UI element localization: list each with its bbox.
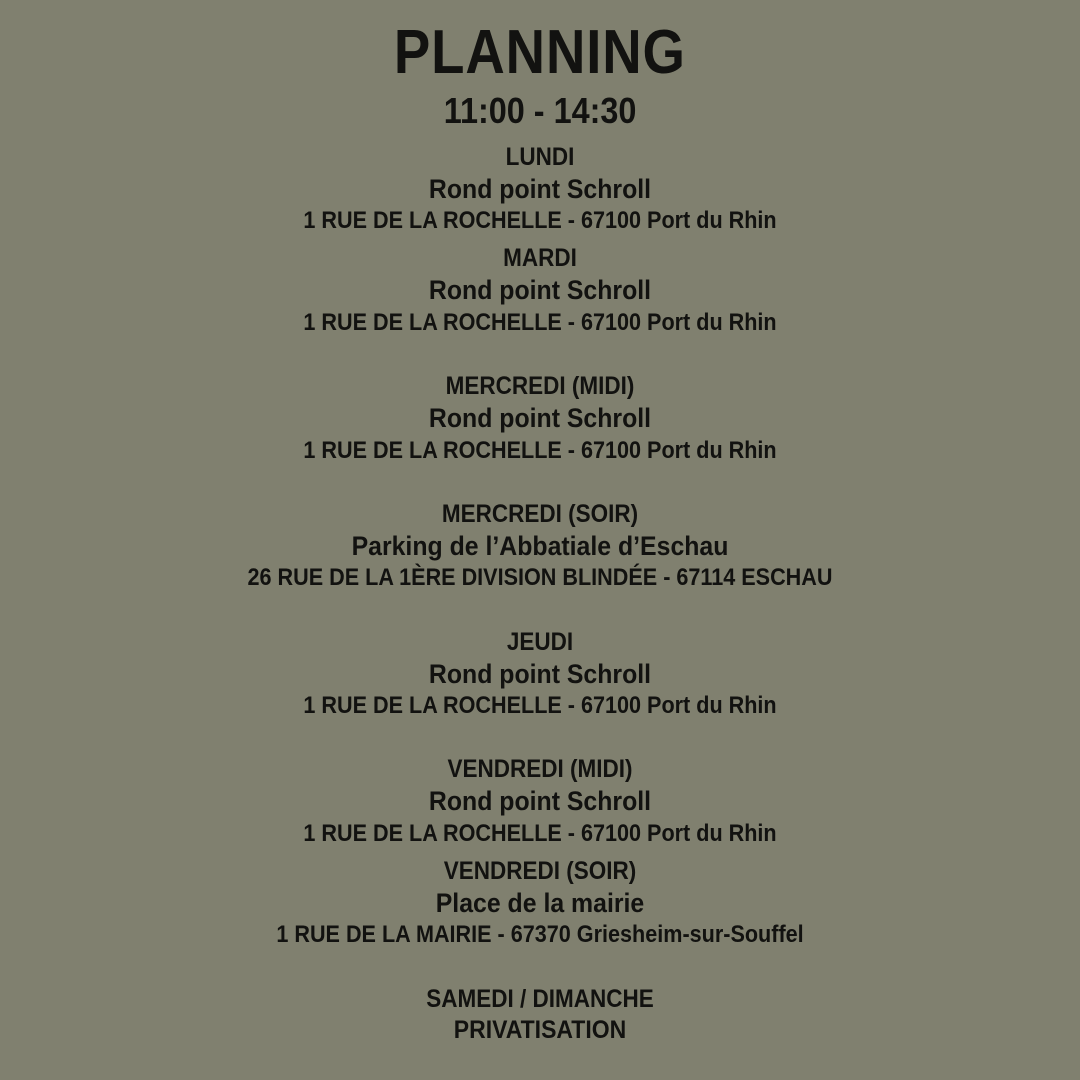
schedule-day	[90, 141, 990, 173]
schedule-day-part: (MIDI)	[570, 755, 633, 784]
schedule-place: Parking de l’Abbatiale d’Eschau	[351, 530, 729, 561]
schedule-entry	[40, 242, 1040, 338]
schedule-address: 1 RUE DE LA ROCHELLE - 67100 Port du Rhin	[303, 207, 777, 235]
schedule-address: 1 RUE DE LA ROCHELLE - 67100 Port du Rhin	[303, 691, 777, 719]
schedule-entry	[40, 498, 1040, 594]
schedule-address: 1 RUE DE LA ROCHELLE - 67100 Port du Rhin	[303, 308, 777, 336]
schedule-address: 1 RUE DE LA ROCHELLE - 67100 Port du Rhin	[303, 436, 777, 464]
schedule-entry	[40, 141, 1040, 237]
schedule-place: Rond point Schroll	[428, 173, 652, 204]
schedule-day	[90, 498, 990, 530]
schedule-day	[90, 855, 990, 887]
schedule-place: PRIVATISATION	[453, 1015, 627, 1044]
schedule-place: Rond point Schroll	[428, 403, 652, 434]
schedule-entry	[40, 370, 1040, 466]
opening-hours: 11:00 - 14:30	[443, 90, 637, 132]
schedule-day-part: (SOIR)	[566, 856, 637, 885]
schedule-day-part: (SOIR)	[568, 499, 639, 528]
schedule-day	[90, 370, 990, 402]
schedule-place: Rond point Schroll	[428, 786, 652, 817]
schedule-day-label: MARDI	[503, 244, 577, 273]
schedule-entry	[40, 626, 1040, 722]
schedule-day	[90, 983, 990, 1015]
schedule-day-label: MERCREDI	[441, 499, 562, 528]
schedule-day-label: MERCREDI	[445, 372, 566, 401]
schedule-address: 26 RUE DE LA 1ÈRE DIVISION BLINDÉE - 67114 ESCHAU	[247, 564, 833, 592]
schedule-day-label: SAMEDI / DIMANCHE	[426, 984, 654, 1013]
schedule-entry	[40, 753, 1040, 849]
schedule-place: Rond point Schroll	[428, 658, 652, 689]
schedule-day	[90, 626, 990, 658]
schedule-day	[90, 753, 990, 785]
schedule-day-label: LUNDI	[505, 142, 575, 171]
schedule-day	[90, 242, 990, 274]
schedule-place: Place de la mairie	[435, 887, 645, 918]
schedule-day-part: (MIDI)	[571, 372, 635, 401]
schedule-day-label: VENDREDI	[447, 755, 564, 784]
schedule-day-label: JEUDI	[506, 627, 574, 656]
schedule-day-label: VENDREDI	[443, 856, 560, 885]
schedule-address: 1 RUE DE LA MAIRIE - 67370 Griesheim-sur-Souffel	[276, 921, 804, 949]
schedule-place: Rond point Schroll	[428, 275, 652, 306]
page-title: PLANNING	[394, 18, 686, 87]
schedule-entry	[40, 983, 1040, 1046]
schedule-entry	[40, 855, 1040, 951]
schedule-address: 1 RUE DE LA ROCHELLE - 67100 Port du Rhin	[303, 819, 777, 847]
